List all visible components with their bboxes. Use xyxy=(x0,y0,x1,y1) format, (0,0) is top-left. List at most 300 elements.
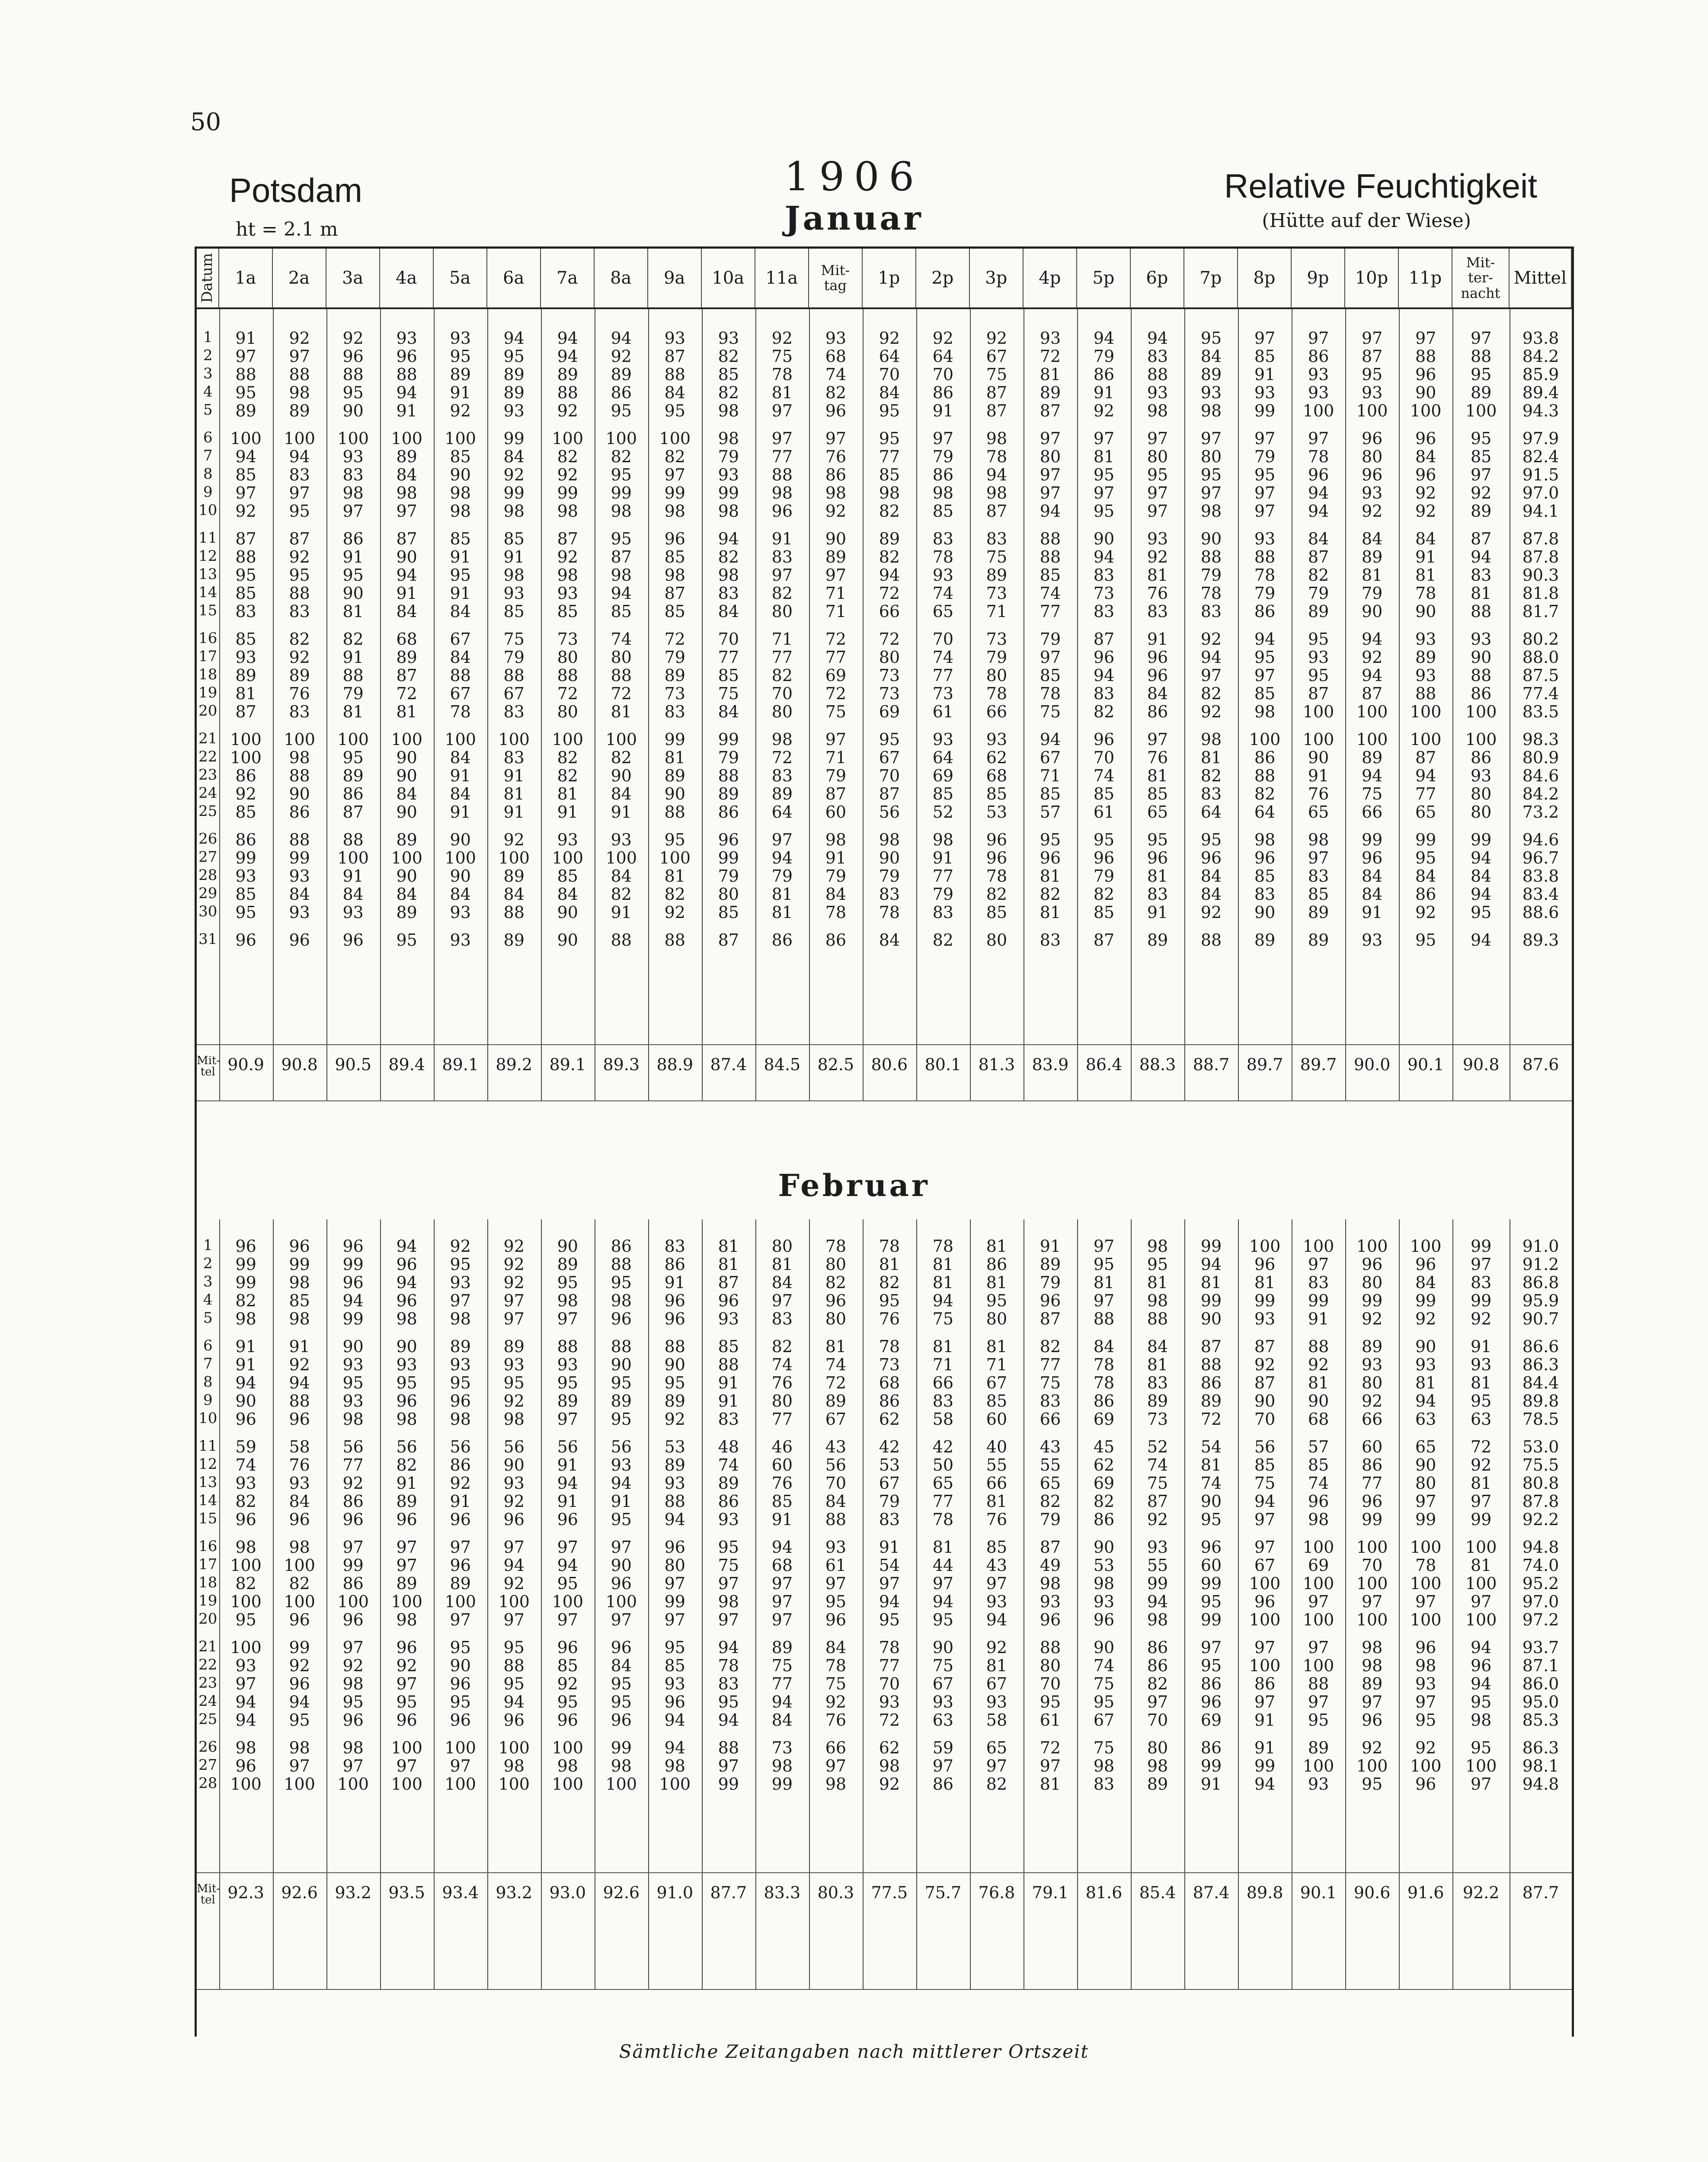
mean-value: 86.4 xyxy=(1085,1055,1123,1074)
humidity-value: 93 xyxy=(289,903,310,922)
humidity-value: 73 xyxy=(986,584,1008,603)
humidity-value: 82 xyxy=(664,447,685,466)
humidity-value: 58 xyxy=(986,1711,1008,1730)
humidity-value: 85 xyxy=(1147,784,1168,803)
humidity-value: 83 xyxy=(503,748,525,767)
humidity-value: 87 xyxy=(396,666,417,685)
humidity-value: 89 xyxy=(1147,1775,1168,1794)
humidity-value: 80 xyxy=(771,702,793,721)
humidity-value: 75 xyxy=(1093,1738,1115,1757)
humidity-value: 81 xyxy=(396,702,417,721)
humidity-value: 89 xyxy=(396,903,417,922)
humidity-value: 93 xyxy=(664,1474,685,1493)
humidity-value: 89 xyxy=(1470,502,1492,521)
humidity-value: 99 xyxy=(1361,1291,1383,1310)
humidity-value: 96 xyxy=(289,1510,310,1529)
humidity-value: 65 xyxy=(986,1738,1008,1757)
humidity-value: 80 xyxy=(1040,447,1061,466)
humidity-value: 97 xyxy=(396,1674,417,1693)
humidity-value: 92 xyxy=(503,1237,525,1256)
humidity-value: 95 xyxy=(235,383,256,402)
humidity-value: 98 xyxy=(1361,1638,1383,1657)
humidity-value: 82 xyxy=(771,1337,793,1356)
humidity-value: 60 xyxy=(986,1410,1008,1429)
humidity-value: 96 xyxy=(1308,1492,1329,1511)
humidity-value: 100 xyxy=(498,1738,530,1757)
humidity-value: 73 xyxy=(932,684,954,703)
humidity-value: 94 xyxy=(503,1692,525,1711)
humidity-value: 61 xyxy=(1093,803,1115,822)
humidity-value: 70 xyxy=(879,1674,900,1693)
humidity-value: 82 xyxy=(1040,1337,1061,1356)
humidity-value: 93 xyxy=(1415,1355,1436,1374)
humidity-value: 88 xyxy=(235,547,256,566)
humidity-value: 89 xyxy=(557,1255,578,1274)
humidity-value: 100 xyxy=(1249,1574,1281,1593)
humidity-value: 98 xyxy=(718,1592,739,1611)
humidity-value: 67 xyxy=(825,1410,847,1429)
humidity-value: 97 xyxy=(289,1756,310,1775)
humidity-value: 98 xyxy=(1147,1237,1168,1256)
humidity-value: 92 xyxy=(825,1692,847,1711)
humidity-value: 85 xyxy=(1308,1455,1329,1474)
humidity-value: 63 xyxy=(932,1711,954,1730)
humidity-value: 89 xyxy=(1200,365,1222,384)
day-label: 13 xyxy=(198,566,217,583)
humidity-value: 92 xyxy=(1200,630,1222,649)
humidity-value: 88.6 xyxy=(1522,903,1559,922)
humidity-value: 95 xyxy=(932,1610,954,1629)
humidity-value: 72 xyxy=(1040,347,1061,366)
humidity-value: 97 xyxy=(1254,1538,1276,1557)
humidity-value: 71 xyxy=(825,584,847,603)
humidity-value: 96 xyxy=(611,1711,632,1730)
humidity-value: 97 xyxy=(289,347,310,366)
humidity-value: 86 xyxy=(1415,885,1436,904)
humidity-value: 96 xyxy=(1147,648,1168,667)
humidity-value: 97 xyxy=(1308,1638,1329,1657)
humidity-value: 95 xyxy=(664,401,685,420)
humidity-value: 75 xyxy=(503,630,525,649)
humidity-value: 83 xyxy=(932,529,954,548)
humidity-value: 95 xyxy=(1254,648,1276,667)
humidity-value: 89 xyxy=(1147,1391,1168,1410)
humidity-value: 90 xyxy=(557,903,578,922)
humidity-value: 97 xyxy=(557,1309,578,1328)
humidity-value: 80 xyxy=(1470,784,1492,803)
humidity-value: 62 xyxy=(879,1738,900,1757)
humidity-value: 92 xyxy=(1361,1738,1383,1757)
humidity-value: 67 xyxy=(1040,748,1061,767)
humidity-value: 97 xyxy=(1415,1592,1436,1611)
humidity-value: 100 xyxy=(552,1738,583,1757)
humidity-value: 97 xyxy=(503,1538,525,1557)
humidity-value: 95 xyxy=(1200,1592,1222,1611)
humidity-value: 91.5 xyxy=(1522,465,1559,484)
humidity-value: 97 xyxy=(1040,648,1061,667)
humidity-value: 93 xyxy=(450,931,471,950)
humidity-value: 91 xyxy=(450,803,471,822)
humidity-value: 100 xyxy=(605,1592,637,1611)
humidity-value: 98 xyxy=(289,748,310,767)
humidity-value: 95 xyxy=(1040,1692,1061,1711)
humidity-value: 84.2 xyxy=(1522,347,1559,366)
humidity-value: 82 xyxy=(396,1455,417,1474)
humidity-value: 91 xyxy=(450,547,471,566)
humidity-value: 62 xyxy=(1093,1455,1115,1474)
humidity-value: 89 xyxy=(1200,1391,1222,1410)
humidity-value: 72 xyxy=(1200,1410,1222,1429)
humidity-value: 95 xyxy=(825,1592,847,1611)
humidity-value: 74 xyxy=(1200,1474,1222,1493)
humidity-value: 96 xyxy=(1200,1692,1222,1711)
humidity-value: 68 xyxy=(1308,1410,1329,1429)
humidity-value: 95 xyxy=(1308,1711,1329,1730)
humidity-value: 83 xyxy=(1093,602,1115,621)
humidity-value: 81 xyxy=(1040,1775,1061,1794)
humidity-value: 93 xyxy=(1200,383,1222,402)
humidity-value: 94 xyxy=(879,566,900,585)
humidity-value: 81 xyxy=(932,1538,954,1557)
humidity-value: 97 xyxy=(879,1574,900,1593)
humidity-value: 53.0 xyxy=(1522,1437,1559,1456)
day-label: 17 xyxy=(198,648,217,665)
humidity-value: 94.1 xyxy=(1522,502,1559,521)
humidity-value: 70 xyxy=(1093,748,1115,767)
humidity-value: 73 xyxy=(879,1355,900,1374)
humidity-value: 93 xyxy=(342,447,364,466)
humidity-value: 97.9 xyxy=(1522,429,1559,448)
humidity-value: 85 xyxy=(1254,1455,1276,1474)
humidity-value: 86.8 xyxy=(1522,1273,1559,1292)
humidity-value: 89 xyxy=(289,666,310,685)
column-header-17: 5p xyxy=(1077,249,1131,307)
humidity-value: 100 xyxy=(552,730,583,749)
humidity-value: 81 xyxy=(1147,766,1168,785)
humidity-value: 94 xyxy=(235,1373,256,1392)
day-label: 10 xyxy=(198,1410,217,1427)
day-label: 8 xyxy=(203,1373,213,1391)
humidity-value: 81 xyxy=(879,1255,900,1274)
humidity-value: 81 xyxy=(235,684,256,703)
humidity-value: 85 xyxy=(503,529,525,548)
humidity-value: 99 xyxy=(1361,830,1383,849)
humidity-value: 85 xyxy=(557,602,578,621)
humidity-value: 99 xyxy=(1254,1291,1276,1310)
humidity-value: 98 xyxy=(1254,830,1276,849)
humidity-value: 91 xyxy=(342,547,364,566)
humidity-value: 97 xyxy=(825,1756,847,1775)
humidity-value: 99 xyxy=(1470,1510,1492,1529)
humidity-value: 81 xyxy=(1254,1273,1276,1292)
humidity-value: 88 xyxy=(396,365,417,384)
humidity-value: 70 xyxy=(1147,1711,1168,1730)
humidity-value: 93 xyxy=(1254,529,1276,548)
column-header-12: Mit- tag xyxy=(809,249,863,307)
humidity-value: 90 xyxy=(611,1556,632,1575)
humidity-value: 96 xyxy=(503,1711,525,1730)
humidity-value: 83 xyxy=(1093,684,1115,703)
humidity-value: 78 xyxy=(825,903,847,922)
humidity-value: 85 xyxy=(557,1656,578,1675)
day-label: 15 xyxy=(198,602,217,619)
humidity-value: 82 xyxy=(342,630,364,649)
humidity-value: 89 xyxy=(718,784,739,803)
instrument-height: ht = 2.1 m xyxy=(236,218,338,240)
humidity-value: 91 xyxy=(396,584,417,603)
humidity-value: 77 xyxy=(932,867,954,886)
humidity-value: 98 xyxy=(825,830,847,849)
humidity-value: 81 xyxy=(1040,365,1061,384)
humidity-value: 68 xyxy=(879,1373,900,1392)
humidity-value: 93 xyxy=(450,903,471,922)
humidity-value: 82 xyxy=(1308,566,1329,585)
day-label: 27 xyxy=(198,848,217,866)
humidity-value: 100 xyxy=(1410,730,1442,749)
humidity-value: 97 xyxy=(771,830,793,849)
humidity-value: 75 xyxy=(1147,1474,1168,1493)
humidity-value: 78 xyxy=(1415,584,1436,603)
mean-value: 93.5 xyxy=(388,1883,425,1902)
humidity-value: 98 xyxy=(342,483,364,502)
humidity-value: 95 xyxy=(557,1273,578,1292)
mean-value: 89.3 xyxy=(603,1055,640,1074)
day-label: 11 xyxy=(198,1437,217,1455)
humidity-value: 98 xyxy=(718,401,739,420)
humidity-value: 80 xyxy=(611,648,632,667)
humidity-value: 100 xyxy=(445,1592,476,1611)
humidity-value: 60 xyxy=(1200,1556,1222,1575)
humidity-value: 78 xyxy=(879,1337,900,1356)
humidity-value: 87 xyxy=(1040,401,1061,420)
humidity-value: 74 xyxy=(235,1455,256,1474)
humidity-value: 99 xyxy=(718,848,739,867)
mean-value: 92.6 xyxy=(603,1883,640,1902)
humidity-value: 96 xyxy=(289,1674,310,1693)
humidity-value: 86 xyxy=(1254,602,1276,621)
humidity-value: 87 xyxy=(342,803,364,822)
humidity-value: 90 xyxy=(1200,1309,1222,1328)
humidity-value: 85 xyxy=(1470,447,1492,466)
humidity-value: 95 xyxy=(1470,1738,1492,1757)
humidity-value: 82 xyxy=(718,347,739,366)
humidity-value: 91 xyxy=(450,1492,471,1511)
humidity-value: 100 xyxy=(1356,1610,1388,1629)
humidity-value: 71 xyxy=(825,748,847,767)
humidity-value: 100 xyxy=(1356,1574,1388,1593)
humidity-value: 79 xyxy=(1254,447,1276,466)
column-header-9: 9a xyxy=(648,249,702,307)
humidity-value: 91 xyxy=(1040,1237,1061,1256)
humidity-value: 84 xyxy=(611,784,632,803)
humidity-value: 89 xyxy=(503,1337,525,1356)
humidity-value: 65 xyxy=(932,602,954,621)
humidity-value: 98 xyxy=(1415,1656,1436,1675)
humidity-value: 81 xyxy=(1470,1373,1492,1392)
humidity-value: 95 xyxy=(450,1638,471,1657)
humidity-value: 96 xyxy=(1093,730,1115,749)
humidity-value: 100 xyxy=(391,848,422,867)
humidity-value: 98 xyxy=(1093,1756,1115,1775)
humidity-value: 93 xyxy=(718,1309,739,1328)
humidity-value: 93 xyxy=(1470,766,1492,785)
humidity-value: 86 xyxy=(1200,1674,1222,1693)
humidity-value: 97 xyxy=(1361,1592,1383,1611)
humidity-value: 93 xyxy=(1254,1309,1276,1328)
mean-value: 90.6 xyxy=(1353,1883,1391,1902)
humidity-value: 92 xyxy=(1093,401,1115,420)
humidity-value: 93 xyxy=(1361,383,1383,402)
mean-value: 92.2 xyxy=(1462,1883,1500,1902)
humidity-value: 86 xyxy=(879,1391,900,1410)
humidity-value: 94.8 xyxy=(1522,1538,1559,1557)
humidity-value: 93 xyxy=(503,584,525,603)
humidity-value: 93 xyxy=(879,1692,900,1711)
humidity-value: 77 xyxy=(771,648,793,667)
humidity-value: 94 xyxy=(718,1711,739,1730)
humidity-value: 100 xyxy=(498,730,530,749)
humidity-value: 70 xyxy=(1254,1410,1276,1429)
humidity-value: 100 xyxy=(1356,1756,1388,1775)
humidity-value: 84 xyxy=(1415,867,1436,886)
humidity-value: 100 xyxy=(337,429,369,448)
humidity-value: 85 xyxy=(1040,784,1061,803)
humidity-value: 97 xyxy=(450,1291,471,1310)
humidity-value: 82 xyxy=(1147,1674,1168,1693)
humidity-value: 84 xyxy=(879,383,900,402)
humidity-value: 94 xyxy=(1254,1492,1276,1511)
humidity-value: 60 xyxy=(1361,1437,1383,1456)
humidity-value: 82 xyxy=(611,447,632,466)
humidity-value: 93 xyxy=(1147,1538,1168,1557)
humidity-value: 88 xyxy=(1093,1309,1115,1328)
humidity-value: 99 xyxy=(1470,830,1492,849)
humidity-value: 87 xyxy=(664,347,685,366)
humidity-value: 86 xyxy=(1147,702,1168,721)
humidity-value: 87 xyxy=(1040,1538,1061,1557)
humidity-value: 90 xyxy=(450,830,471,849)
humidity-value: 100 xyxy=(1302,1237,1334,1256)
humidity-value: 93 xyxy=(718,329,739,348)
humidity-value: 85 xyxy=(718,666,739,685)
humidity-value: 93 xyxy=(986,730,1008,749)
humidity-value: 98 xyxy=(611,566,632,585)
humidity-value: 96 xyxy=(664,1291,685,1310)
humidity-value: 82 xyxy=(611,748,632,767)
humidity-value: 96 xyxy=(289,1610,310,1629)
humidity-value: 88 xyxy=(611,1337,632,1356)
humidity-value: 69 xyxy=(825,666,847,685)
humidity-value: 81 xyxy=(1147,867,1168,886)
humidity-value: 89 xyxy=(1254,931,1276,950)
humidity-value: 70 xyxy=(932,365,954,384)
humidity-value: 100 xyxy=(605,1775,637,1794)
humidity-value: 81 xyxy=(1093,1273,1115,1292)
humidity-value: 95 xyxy=(1470,429,1492,448)
humidity-value: 100 xyxy=(1410,401,1442,420)
humidity-value: 100 xyxy=(605,730,637,749)
humidity-value: 88 xyxy=(557,1337,578,1356)
humidity-value: 97 xyxy=(1147,502,1168,521)
humidity-value: 95 xyxy=(879,1610,900,1629)
humidity-value: 82 xyxy=(611,885,632,904)
mean-value: 82.5 xyxy=(817,1055,854,1074)
humidity-value: 88 xyxy=(289,830,310,849)
humidity-value: 98 xyxy=(611,1756,632,1775)
humidity-value: 95 xyxy=(1470,903,1492,922)
year-heading: 1906 xyxy=(784,154,924,200)
humidity-value: 56 xyxy=(825,1455,847,1474)
humidity-value: 75 xyxy=(1361,784,1383,803)
humidity-value: 95 xyxy=(235,903,256,922)
humidity-value: 97 xyxy=(611,1610,632,1629)
humidity-value: 92 xyxy=(664,903,685,922)
humidity-value: 93 xyxy=(503,1474,525,1493)
humidity-value: 90 xyxy=(1308,1391,1329,1410)
humidity-value: 92 xyxy=(342,1474,364,1493)
humidity-value: 87 xyxy=(396,529,417,548)
humidity-value: 91 xyxy=(450,383,471,402)
humidity-value: 100 xyxy=(391,1738,422,1757)
humidity-value: 86 xyxy=(342,1492,364,1511)
day-label: 3 xyxy=(203,1273,213,1290)
humidity-value: 64 xyxy=(879,347,900,366)
humidity-value: 84 xyxy=(1361,885,1383,904)
humidity-value: 91 xyxy=(289,1337,310,1356)
humidity-value: 95 xyxy=(718,1692,739,1711)
section-bottom-rule xyxy=(197,1989,1572,1990)
humidity-value: 88 xyxy=(503,1656,525,1675)
humidity-value: 96 xyxy=(1361,465,1383,484)
humidity-value: 90 xyxy=(396,803,417,822)
humidity-value: 70 xyxy=(879,365,900,384)
humidity-value: 86.0 xyxy=(1522,1674,1559,1693)
day-label: 1 xyxy=(203,1237,213,1254)
humidity-value: 90 xyxy=(342,1337,364,1356)
humidity-value: 66 xyxy=(825,1738,847,1757)
humidity-value: 84 xyxy=(396,885,417,904)
humidity-value: 100 xyxy=(552,848,583,867)
humidity-value: 97 xyxy=(396,502,417,521)
humidity-value: 93 xyxy=(1040,329,1061,348)
humidity-value: 67 xyxy=(932,1674,954,1693)
humidity-value: 96 xyxy=(1254,1592,1276,1611)
humidity-value: 98 xyxy=(1308,1510,1329,1529)
humidity-value: 96 xyxy=(1415,365,1436,384)
humidity-value: 97 xyxy=(557,1410,578,1429)
humidity-value: 96 xyxy=(235,931,256,950)
humidity-value: 96 xyxy=(664,1692,685,1711)
humidity-value: 88 xyxy=(1470,347,1492,366)
humidity-value: 79 xyxy=(1093,347,1115,366)
humidity-value: 89 xyxy=(1147,931,1168,950)
day-label: 19 xyxy=(198,684,217,701)
humidity-value: 89 xyxy=(503,383,525,402)
humidity-value: 87 xyxy=(235,529,256,548)
humidity-value: 86 xyxy=(1254,1674,1276,1693)
humidity-value: 94 xyxy=(557,1474,578,1493)
humidity-value: 98 xyxy=(1040,1574,1061,1593)
humidity-value: 94 xyxy=(396,1273,417,1292)
humidity-value: 99 xyxy=(1200,1756,1222,1775)
humidity-value: 87 xyxy=(1415,748,1436,767)
humidity-value: 78 xyxy=(986,684,1008,703)
humidity-value: 97 xyxy=(1040,483,1061,502)
humidity-value: 48 xyxy=(718,1437,739,1456)
humidity-value: 97 xyxy=(611,1538,632,1557)
humidity-value: 95 xyxy=(1093,1692,1115,1711)
humidity-value: 93 xyxy=(557,830,578,849)
